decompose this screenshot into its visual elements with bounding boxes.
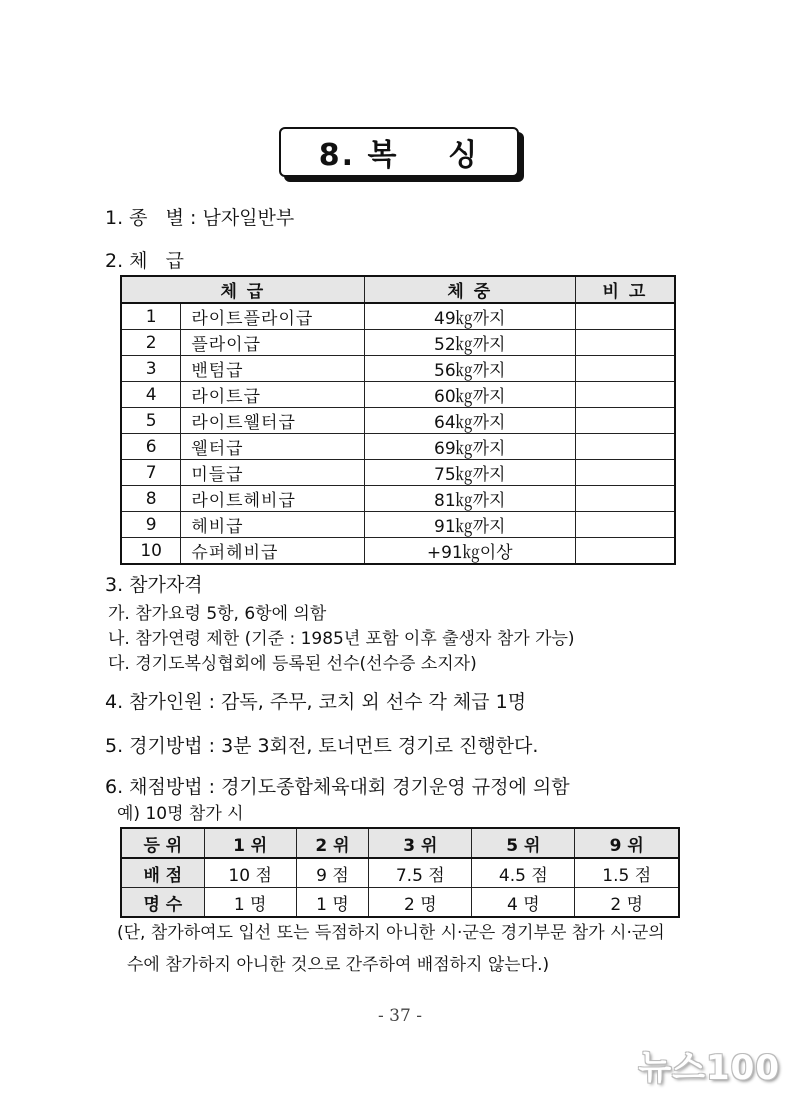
score-header-cell: 1 위 xyxy=(204,828,296,858)
class-name: 라이트헤비급 xyxy=(181,486,364,512)
class-weight: +91㎏이상 xyxy=(364,538,575,565)
class-note xyxy=(575,434,675,460)
table-row xyxy=(121,460,675,486)
score-header-cell: 5 위 xyxy=(472,828,575,858)
item-category: 1. 종 별 : 남자일반부 xyxy=(105,207,295,229)
section-title: 8. 복 싱 xyxy=(279,127,519,177)
class-number: 9 xyxy=(121,512,181,538)
header-note: 비 고 xyxy=(575,276,675,303)
item-weight-class: 2. 체 급 xyxy=(105,250,184,272)
scoring-note-line-2: 수에 참가하지 아니한 것으로 간주하여 배점하지 않는다.) xyxy=(127,955,550,975)
eligibility-b: 나. 참가연령 제한 (기준 : 1985년 포함 이후 출생자 참가 가능) xyxy=(108,629,575,649)
score-cell: 1.5 점 xyxy=(575,858,679,888)
class-note xyxy=(575,408,675,434)
class-note xyxy=(575,356,675,382)
class-weight: 75㎏까지 xyxy=(364,460,575,486)
class-weight: 91㎏까지 xyxy=(364,512,575,538)
score-header-row xyxy=(121,828,679,858)
class-number: 1 xyxy=(121,303,181,330)
class-note xyxy=(575,512,675,538)
score-cell: 10 점 xyxy=(204,858,296,888)
table-row xyxy=(121,303,675,330)
score-cell: 1 명 xyxy=(204,888,296,918)
score-row-label: 명 수 xyxy=(121,888,204,918)
score-table xyxy=(120,827,680,918)
class-name: 플라이급 xyxy=(181,330,364,356)
class-note xyxy=(575,303,675,330)
scoring-example: 예) 10명 참가 시 xyxy=(117,804,244,824)
class-note xyxy=(575,538,675,565)
table-row xyxy=(121,538,675,565)
class-note xyxy=(575,330,675,356)
score-header-cell: 2 위 xyxy=(296,828,369,858)
class-name: 슈퍼헤비급 xyxy=(181,538,364,565)
class-weight: 52㎏까지 xyxy=(364,330,575,356)
header-class: 체 급 xyxy=(121,276,364,303)
class-number: 6 xyxy=(121,434,181,460)
score-points-row xyxy=(121,858,679,888)
table-row xyxy=(121,382,675,408)
item-eligibility: 3. 참가자격 xyxy=(105,574,203,596)
score-cell: 4.5 점 xyxy=(472,858,575,888)
class-name: 밴텀급 xyxy=(181,356,364,382)
header-weight: 체 중 xyxy=(364,276,575,303)
score-header-cell: 3 위 xyxy=(369,828,472,858)
class-number: 10 xyxy=(121,538,181,565)
page-number: - 37 - xyxy=(378,1006,422,1026)
watermark-logo: 뉴스100 xyxy=(638,1048,780,1088)
class-number: 8 xyxy=(121,486,181,512)
score-row-label: 배 점 xyxy=(121,858,204,888)
table-row xyxy=(121,408,675,434)
scoring-note-line-1: (단, 참가하여도 입선 또는 득점하지 아니한 시·군은 경기부문 참가 시·군의 xyxy=(117,923,665,943)
class-note xyxy=(575,486,675,512)
class-name: 라이트웰터급 xyxy=(181,408,364,434)
item-participants: 4. 참가인원 : 감독, 주무, 코치 외 선수 각 체급 1명 xyxy=(105,691,527,713)
table-header-row xyxy=(121,276,675,303)
score-cell: 2 명 xyxy=(575,888,679,918)
class-weight: 60㎏까지 xyxy=(364,382,575,408)
class-weight: 69㎏까지 xyxy=(364,434,575,460)
score-header-cell: 9 위 xyxy=(575,828,679,858)
class-weight: 64㎏까지 xyxy=(364,408,575,434)
score-header-cell: 등 위 xyxy=(121,828,204,858)
score-cell: 2 명 xyxy=(369,888,472,918)
score-counts-row xyxy=(121,888,679,918)
class-number: 4 xyxy=(121,382,181,408)
score-cell: 9 점 xyxy=(296,858,369,888)
table-row xyxy=(121,486,675,512)
class-number: 5 xyxy=(121,408,181,434)
table-row xyxy=(121,330,675,356)
score-cell: 1 명 xyxy=(296,888,369,918)
class-name: 웰터급 xyxy=(181,434,364,460)
class-note xyxy=(575,460,675,486)
class-weight: 49㎏까지 xyxy=(364,303,575,330)
class-name: 라이트급 xyxy=(181,382,364,408)
class-note xyxy=(575,382,675,408)
class-weight: 56㎏까지 xyxy=(364,356,575,382)
class-name: 헤비급 xyxy=(181,512,364,538)
table-row xyxy=(121,356,675,382)
class-name: 미들급 xyxy=(181,460,364,486)
eligibility-c: 다. 경기도복싱협회에 등록된 선수(선수증 소지자) xyxy=(108,654,477,674)
weight-class-table xyxy=(120,275,676,565)
score-cell: 7.5 점 xyxy=(369,858,472,888)
table-row xyxy=(121,434,675,460)
item-scoring: 6. 채점방법 : 경기도종합체육대회 경기운영 규정에 의함 xyxy=(105,776,570,798)
table-row xyxy=(121,512,675,538)
item-method: 5. 경기방법 : 3분 3회전, 토너먼트 경기로 진행한다. xyxy=(105,735,539,757)
eligibility-a: 가. 참가요령 5항, 6항에 의함 xyxy=(108,604,327,624)
class-number: 3 xyxy=(121,356,181,382)
class-weight: 81㎏까지 xyxy=(364,486,575,512)
class-number: 2 xyxy=(121,330,181,356)
score-cell: 4 명 xyxy=(472,888,575,918)
class-name: 라이트플라이급 xyxy=(181,303,364,330)
class-number: 7 xyxy=(121,460,181,486)
